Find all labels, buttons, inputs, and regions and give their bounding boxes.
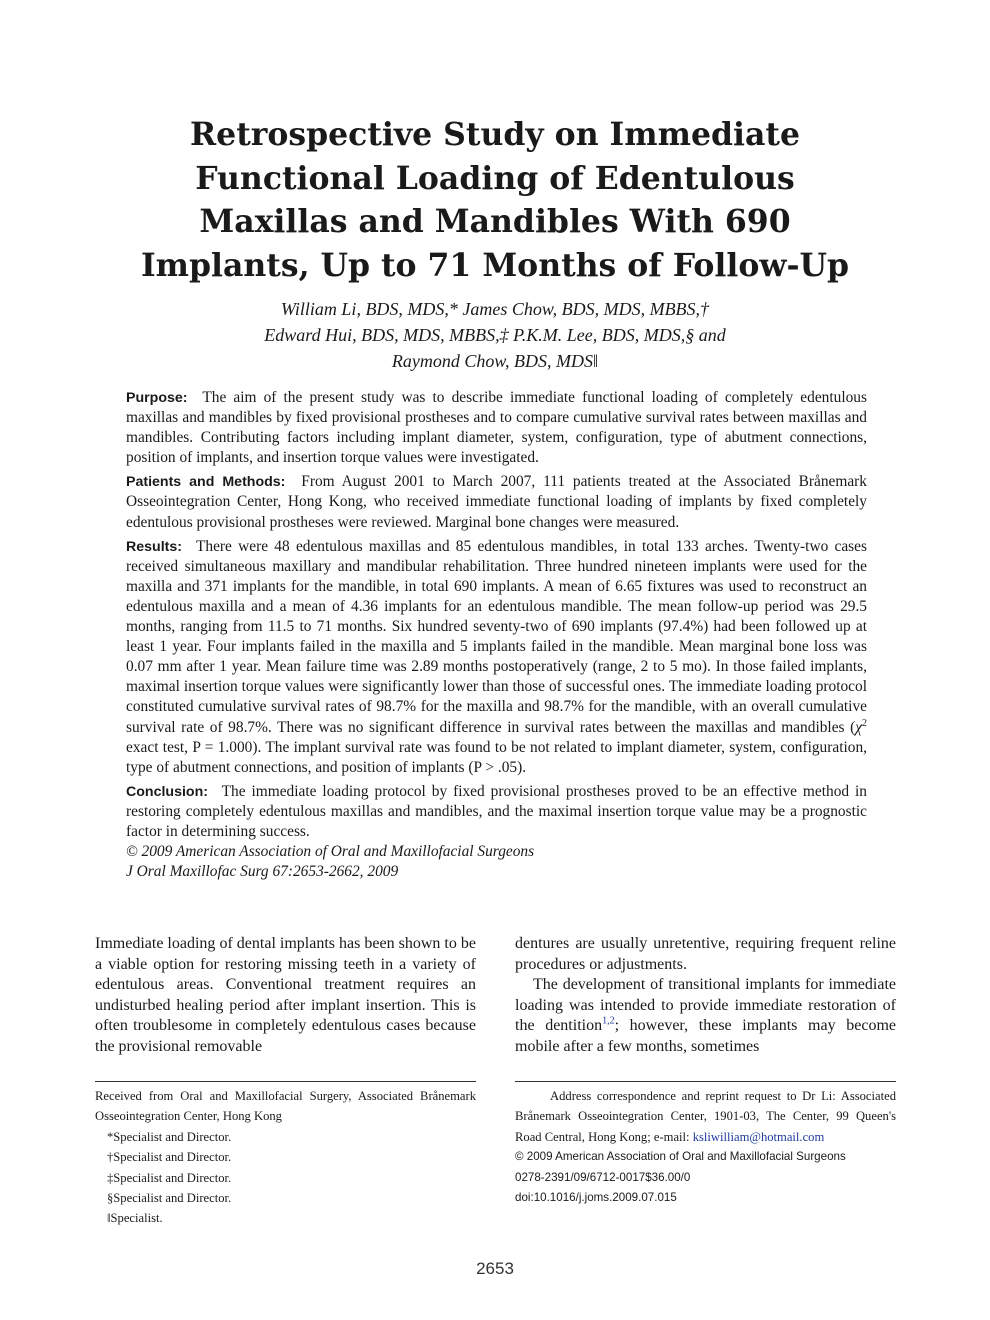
author-line: Edward Hui, BDS, MDS, MBBS,‡ P.K.M. Lee, BDS, MDS,§ and [264, 325, 726, 345]
author-line: Raymond Chow, BDS, MDS‖ [391, 351, 599, 371]
footnote-divider [515, 1081, 896, 1082]
author-footnote: ‡Specialist and Director. [107, 1170, 232, 1185]
author-line: William Li, BDS, MDS,* James Chow, BDS, MDS, MBBS,† [280, 299, 710, 319]
title-line: Retrospective Study on Immediate [190, 116, 800, 153]
body-paragraph: dentures are usually unretentive, requiring frequent reline procedures or adjustments. [515, 935, 896, 973]
copyright-note: © 2009 American Association of Oral and Maxillofacial Surgeons [515, 1150, 846, 1164]
body-paragraph [515, 975, 896, 1057]
issn-note: 0278-2391/09/6712-0017$36.00/0 [515, 1170, 691, 1184]
abstract-purpose [126, 388, 867, 468]
abstract-heading: Conclusion: [126, 783, 208, 800]
body-text: ; however, these implants may become mobile after a few months, sometimes [515, 1017, 896, 1055]
author-footnote: *Specialist and Director. [107, 1129, 232, 1144]
page-number: 2653 [476, 1259, 514, 1278]
author-footnote: †Specialist and Director. [107, 1150, 232, 1165]
abstract-text: The immediate loading protocol by fixed provisional prostheses proved to be an effective method in restoring completely edentulous maxillas and mandibles, and the maximal insertion torque value may be a prognostic factor in determining success. [126, 782, 867, 840]
abstract-text: There were 48 edentulous maxillas and 85 edentulous mandibles, in total 133 arches. Twenty-two cases received simultaneous maxillary and mandibular rehabilitation. Three hundred nineteen implants were used for the maxilla and 371 implants for the mandible, in total 690 implants. A mean of 6.65 fixtures was used to reconstruct an edentulous maxilla and a mean of 4.36 implants for an edentulous mandible. The mean follow-up period was 29.5 months, ranging from 11.5 to 71 months. Six hundred seventy-two of 690 implants (97.4%) had been followed up at least 1 year. Four implants failed in the maxilla and 5 implants failed in the mandible. Mean marginal bone loss was 0.07 mm after 1 year. Mean failure time was 2.89 months postoperatively (range, 2 to 5 mo). In those failed implants, maximal insertion torque values were significantly lower than those of successful ones. The immediate loading protocol constituted cumulative survival rates of 98.7% for the maxilla and 98.7% for the mandible, with an overall cumulative survival rate of 98.7%. There was no significant difference in survival rates between the maxillas and mandibles ( [126, 537, 867, 736]
abstract-methods [126, 472, 867, 532]
abstract-heading: Purpose: [126, 390, 188, 406]
author-list [95, 296, 895, 374]
journal-citation: J Oral Maxillofac Surg 67:2653-2662, 2009 [126, 863, 399, 881]
author-footnote: §Specialist and Director. [107, 1191, 232, 1206]
author-footnote: ‖Specialist. [107, 1211, 163, 1226]
title-line: Functional Loading of Edentulous [195, 159, 795, 197]
abstract [126, 388, 867, 882]
title-line: Maxillas and Mandibles With 690 [199, 203, 791, 240]
footnote-divider [95, 1081, 476, 1082]
body-paragraph: Immediate loading of dental implants has been shown to be a viable option for restoring missing teeth in a variety of edentulous areas. Conventional treatment requires an undisturbed healing period after implant insertion. This is often troublesome in completely edentulous cases because the provisional removable [95, 935, 476, 1055]
article-title [95, 113, 895, 287]
footnotes-affiliations [95, 1086, 476, 1229]
abstract-conclusion [126, 782, 867, 882]
chi-superscript: 2 [862, 717, 867, 729]
abstract-results [126, 537, 867, 778]
abstract-copyright: © 2009 American Association of Oral and Maxillofacial Surgeons [126, 843, 535, 861]
chi-symbol: χ [855, 718, 862, 736]
doi-link[interactable]: doi:10.1016/j.joms.2009.07.015 [515, 1191, 677, 1205]
correspondence-address [515, 1086, 896, 1147]
abstract-text: The aim of the present study was to describe immediate functional loading of completely edentulous maxillas and mandibles by fixed provisional prostheses and to compare cumulative survival rates between maxillas and mandibles. Contributing factors including implant diameter, system, configuration, type of abutment connections, position of implants, and insertion torque values were investigated. [126, 389, 867, 467]
body-text: The development of transitional implants for immediate loading was intended to provide immediate restoration of the dentition [515, 976, 896, 1035]
title-line: Implants, Up to 71 Months of Follow-Up [140, 246, 850, 284]
address-text: Address correspondence and reprint request to Dr Li: Associated Brånemark Osseointegration Center, 1901-03, The Center, 99 Queen's Road Central, Hong Kong; e-mail: [515, 1089, 896, 1144]
email-link[interactable]: ksliwilliam@hotmail.com [692, 1129, 825, 1144]
body-column-right [515, 934, 896, 1058]
reference-citation[interactable]: 1,2 [602, 1016, 615, 1028]
abstract-heading: Patients and Methods: [126, 474, 286, 491]
body-column-left [95, 934, 476, 1058]
footnotes-correspondence [515, 1086, 896, 1208]
abstract-heading: Results: [126, 538, 182, 555]
received-note: Received from Oral and Maxillofacial Surgery, Associated Brånemark Osseointegration Center, Hong Kong [95, 1089, 476, 1124]
abstract-text: exact test, P = 1.000). The implant survival rate was found to be not related to implant diameter, system, configuration, type of abutment connections, and position of implants (P > .05). [126, 738, 867, 776]
abstract-text: From August 2001 to March 2007, 111 patients treated at the Associated Brånemark Osseointegration Center, Hong Kong, who received immediate functional loading of implants by fixed completely edentulous provisional prostheses were reviewed. Marginal bone changes were measured. [126, 473, 867, 531]
